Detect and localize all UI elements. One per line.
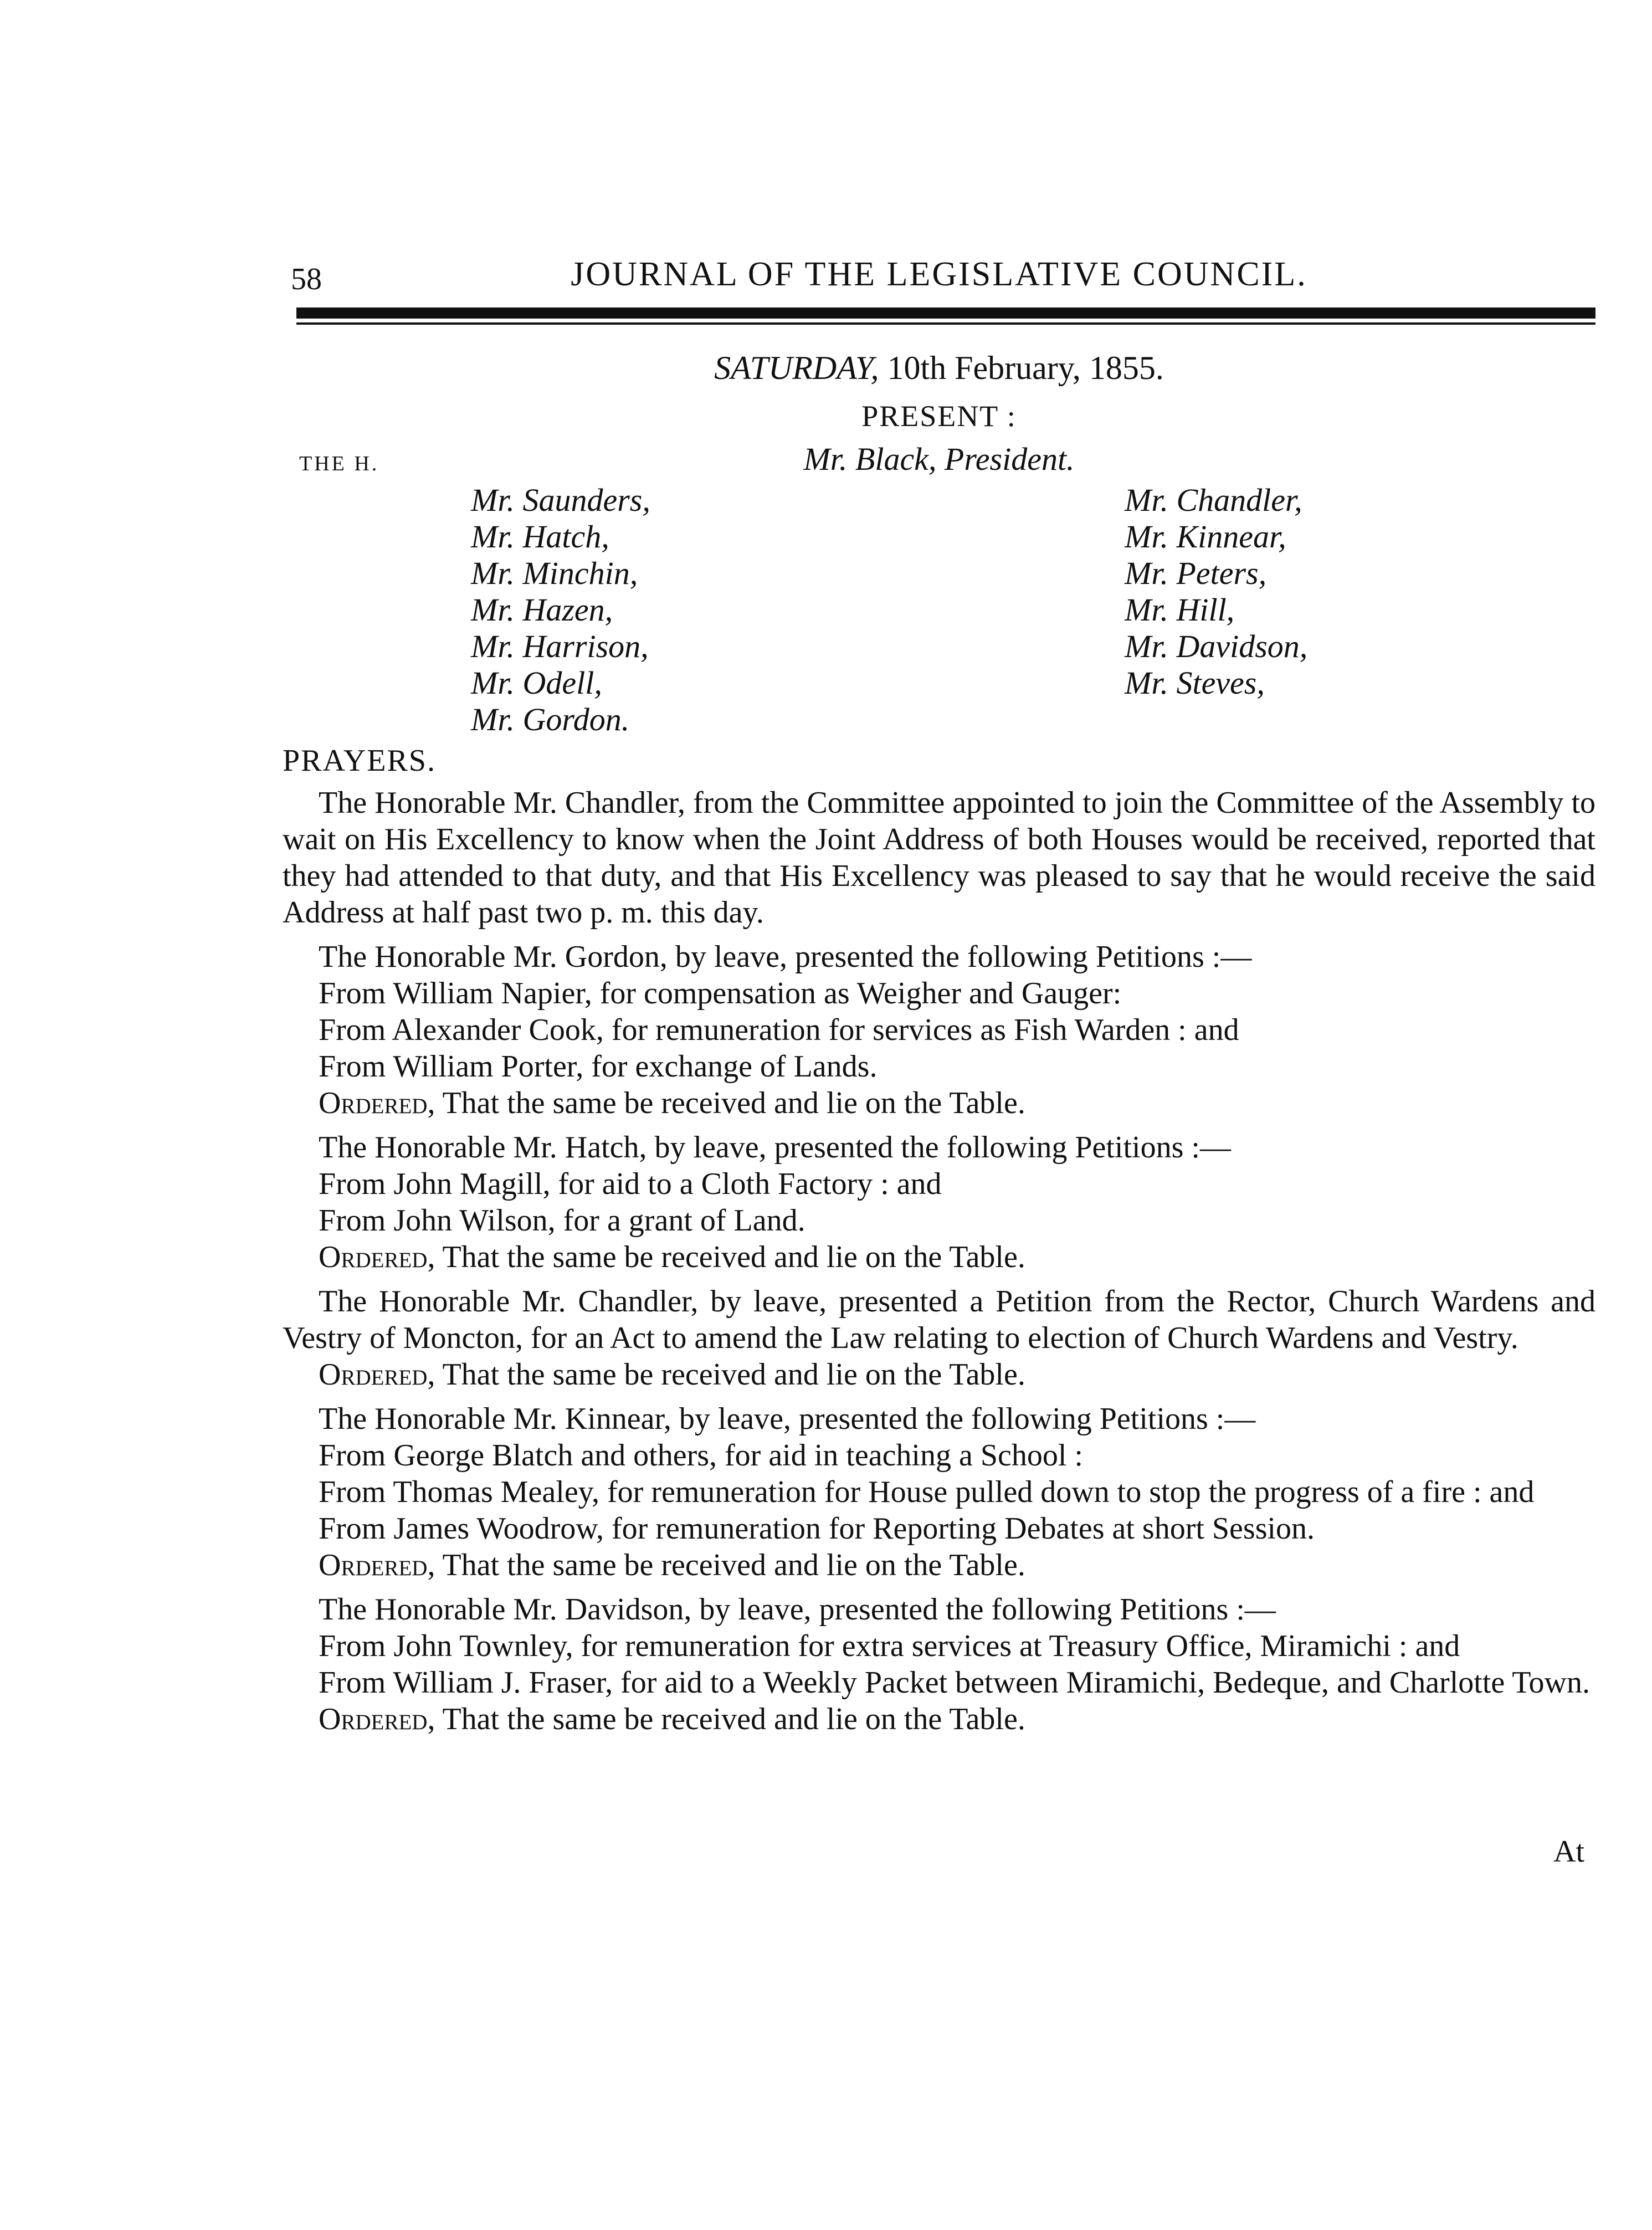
member-name: Mr. Chandler, [1125,482,1302,518]
petition-item: From John Magill, for aid to a Cloth Factory : and [319,1167,942,1201]
session-day: SATURDAY, [714,350,879,386]
petition-item: From John Townley, for remuneration for extra services at Treasury Office, Miramichi : and [319,1629,1460,1663]
petition-intro: The Honorable Mr. Hatch, by leave, presented the following Petitions :— [319,1130,1231,1165]
ordered-label: Ordered, [319,1086,435,1120]
davidson-petitions-block [283,1591,1595,1737]
petition-intro: The Honorable Mr. Gordon, by leave, presented the following Petitions :— [319,940,1252,974]
member-name: Mr. Harrison, [471,628,649,664]
member-name: Mr. Odell, [471,665,602,701]
ordered-text: That the same be received and lie on the Table. [442,1357,1025,1392]
petition-item: From Alexander Cook, for remuneration for services as Fish Warden : and [319,1013,1239,1047]
present-label: PRESENT : [861,399,1017,433]
chandler-petition-block [283,1283,1595,1393]
header-rule-thin [296,322,1595,325]
member-name: Mr. Gordon. [471,701,630,737]
member-name: Mr. Davidson, [1125,628,1308,664]
petition-intro: The Honorable Mr. Davidson, by leave, presented the following Petitions :— [319,1592,1276,1627]
members-right-column [1125,482,1307,701]
member-name: Mr. Kinnear, [1125,519,1286,555]
catchword: At [1553,1834,1584,1869]
petition-item: From George Blatch and others, for aid in teaching a School : [319,1438,1083,1473]
member-name: Mr. Steves, [1125,665,1265,701]
member-name: Mr. Minchin, [471,555,638,591]
petition-item: From William Napier, for compensation as Weigher and Gauger: [319,976,1122,1011]
petition-item: From Thomas Mealey, for remuneration for House pulled down to stop the progress of a fire : and [319,1475,1535,1509]
ordered-text: That the same be received and lie on the Table. [442,1702,1025,1736]
president-line: Mr. Black, President. [803,441,1075,477]
member-name: Mr. Hill, [1125,592,1235,628]
ordered-line [283,1085,1595,1121]
prayers-heading: PRAYERS. [283,744,436,778]
page-header [283,249,1595,310]
petition-intro: The Honorable Mr. Kinnear, by leave, presented the following Petitions :— [319,1402,1256,1436]
ordered-text: That the same be received and lie on the Table. [442,1240,1025,1274]
journal-body [283,742,1595,1737]
ordered-text: That the same be received and lie on the Table. [442,1086,1025,1120]
page-number: 58 [291,262,322,296]
petition-item: From James Woodrow, for remuneration for Reporting Debates at short Session. [319,1511,1315,1546]
ordered-line [283,1547,1595,1583]
ordered-label: Ordered, [319,1548,435,1582]
ordered-label: Ordered, [319,1357,435,1392]
ordered-line [283,1356,1595,1393]
running-title: JOURNAL OF THE LEGISLATIVE COUNCIL. [571,255,1307,293]
journal-page [283,249,1595,2188]
ordered-line [283,1239,1595,1275]
session-date [283,349,1595,387]
the-h-label: THE H. [299,452,379,475]
member-name: Mr. Hazen, [471,592,613,628]
member-name: Mr. Peters, [1125,555,1267,591]
ordered-text: That the same be received and lie on the Table. [442,1548,1025,1582]
petition-item: From William Porter, for exchange of Lands. [319,1049,878,1084]
hatch-petitions-block [283,1129,1595,1275]
chandler-petition-paragraph: The Honorable Mr. Chandler, by leave, presented a Petition from the Rector, Church Wardens and Vestry of Moncton, for an Act to amend the Law relating to election of Church Wardens and Vestry. [283,1284,1595,1355]
gordon-petitions-block [283,939,1595,1121]
ordered-label: Ordered, [319,1702,435,1736]
petition-item: From William J. Fraser, for aid to a Weekly Packet between Miramichi, Bedeque, and Charlotte Town. [319,1665,1590,1700]
header-rule-thick [296,307,1595,319]
member-name: Mr. Hatch, [471,519,609,555]
ordered-line [283,1701,1595,1737]
session-date-rest: 10th February, 1855. [887,350,1164,386]
member-name: Mr. Saunders, [471,482,650,518]
ordered-label: Ordered, [319,1240,435,1274]
chandler-report-paragraph: The Honorable Mr. Chandler, from the Committee appointed to join the Committee of the Assembly to wait on His Excellency to know when the Joint Address of both Houses would be received, reported that they had attended to that duty, and that His Excellency was pleased to say that he would receive the said Address at half past two p. m. this day. [283,786,1595,930]
kinnear-petitions-block [283,1401,1595,1583]
petition-item: From John Wilson, for a grant of Land. [319,1203,806,1238]
members-left-column [471,482,650,738]
